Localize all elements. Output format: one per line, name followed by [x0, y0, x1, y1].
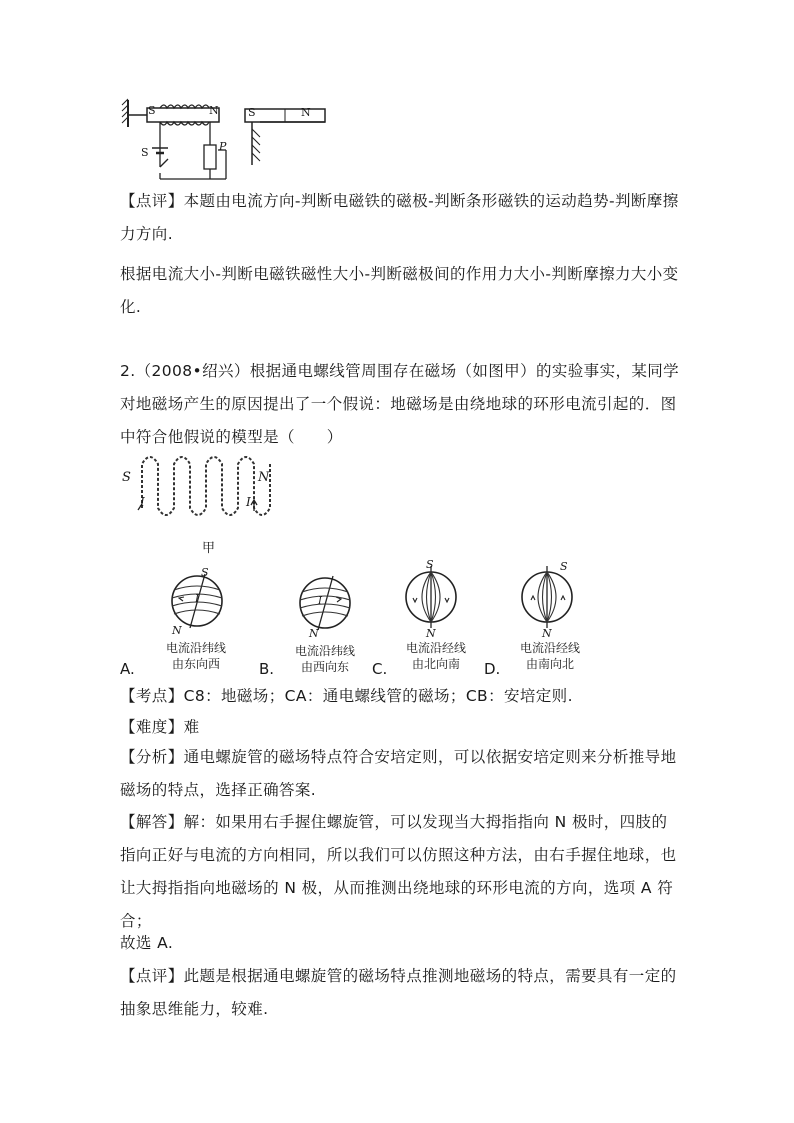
globe-a-i: I [195, 594, 199, 605]
rheostat-p-label: P [219, 140, 227, 153]
comment-text-1: 本题由电流方向-判断电磁铁的磁极-判断条形磁铁的运动趋势-判断摩擦力方向. [120, 192, 679, 243]
coil-s-label: S [148, 104, 156, 117]
globe-a-s: S [201, 566, 209, 579]
solenoid-i-left: I [140, 495, 145, 509]
option-c-caption: 电流沿经线 由北向南 [405, 641, 466, 671]
solenoid-s-label: S [122, 470, 131, 485]
option-b-caption: 电流沿纬线 由西向东 [294, 644, 355, 674]
magnet-n-label: N [301, 106, 311, 119]
globe-b [290, 570, 360, 638]
option-b-letter: B. [259, 660, 275, 678]
globe-c [396, 562, 466, 634]
globe-c-s: S [426, 558, 434, 571]
guxuan: 故选 A. [120, 934, 174, 952]
magnet-s-label: S [248, 106, 256, 119]
fenxi: 【分析】通电螺旋管的磁场特点符合安培定则，可以依据安培定则来分析推导地磁场的特点，选择正确答案. [120, 748, 677, 799]
globe-b-i: I [318, 596, 322, 607]
nandu: 【难度】难 [120, 718, 200, 736]
comment-tag: 【点评】 [120, 192, 184, 210]
option-a-caption: 电流沿纬线 由东向西 [165, 641, 226, 671]
figure-jia-caption: 甲 [202, 541, 216, 556]
globe-a-n: N [172, 624, 182, 637]
globe-d [512, 562, 582, 634]
option-c-letter: C. [372, 660, 388, 678]
option-a-letter: A. [120, 660, 135, 678]
globe-c-n: N [426, 627, 436, 640]
coil-n-label: N [209, 104, 219, 117]
option-d-letter: D. [484, 660, 501, 678]
comment-1 [120, 185, 680, 251]
dianping-2: 【点评】此题是根据通电螺旋管的磁场特点推测地磁场的特点，需要具有一定的抽象思维能力，较难. [120, 967, 677, 1018]
comment-text-2: 根据电流大小-判断电磁铁磁性大小-判断磁极间的作用力大小-判断摩擦力大小变化. [120, 265, 679, 316]
switch-s-label: S [141, 146, 149, 159]
solenoid-i-right: I [246, 495, 251, 509]
globe-d-s: S [560, 560, 568, 573]
jieda: 【解答】解：如果用右手握住螺旋管，可以发现当大拇指指向 N 极时，四肢的指向正好与电流的方向相同，所以我们可以仿照这种方法，由右手握住地球，也让大拇指指向地磁场的 N 极，从而推测出绕地球的环形电流的方向，选项 A 符合； [120, 813, 677, 930]
kaodian: 【考点】C8：地磁场；CA：通电螺线管的磁场；CB：安培定则. [120, 687, 573, 705]
option-d-caption: 电流沿经线 由南向北 [519, 641, 580, 671]
globe-d-n: N [542, 627, 552, 640]
question-2-stem: 2.（2008•绍兴）根据通电螺线管周围存在磁场（如图甲）的实验事实，某同学对地磁场产生的原因提出了一个假说：地磁场是由绕地球的环形电流引起的．图中符合他假说的模型是（ ） [120, 362, 680, 446]
comment-1b [120, 258, 680, 324]
globe-b-n: N [309, 627, 319, 640]
solenoid-n-label: N [258, 470, 270, 485]
